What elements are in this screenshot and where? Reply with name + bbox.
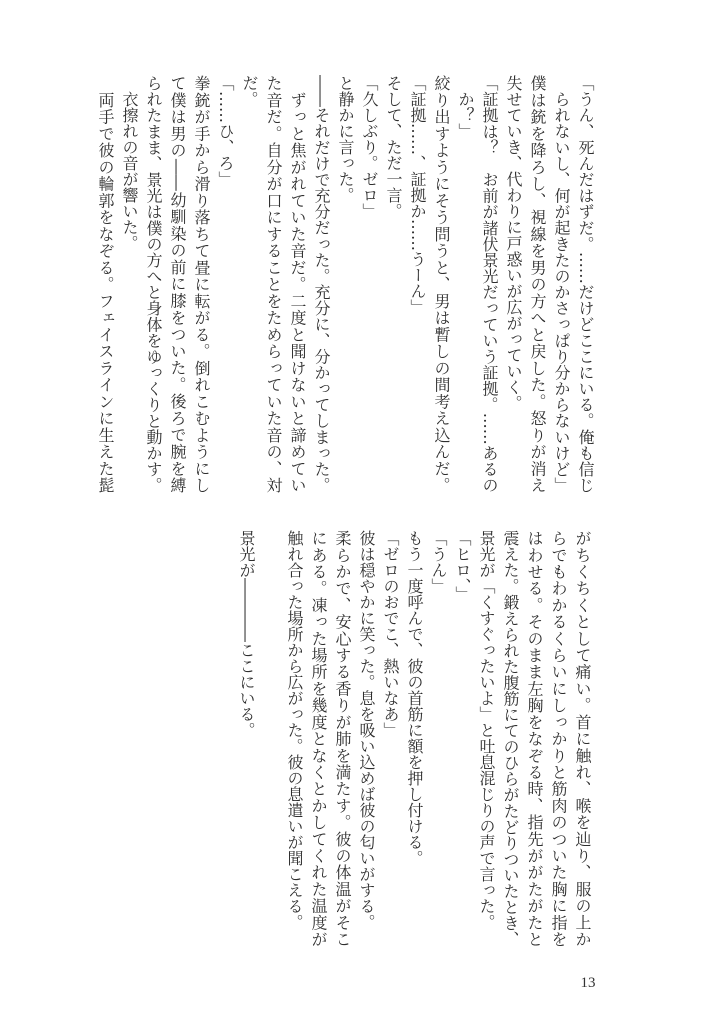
text-line: 触れ合った場所から広がった。彼の息遣いが聞こえる。 bbox=[285, 530, 304, 930]
text-line: らでもわかるくらいにしっかりと筋肉のついた胸に指を bbox=[549, 530, 568, 947]
text-line: られたまま、景光は僕の方へと身体をゆっくりと動かす。 bbox=[144, 75, 163, 493]
text-line: ずっと焦がれていた音だ。二度と聞けないと諦めてい bbox=[288, 75, 307, 493]
text-line: 「久しぶり。ゼロ」 bbox=[360, 75, 379, 219]
text-line: 「ヒロ、」 bbox=[453, 530, 472, 602]
text-line: か？」 bbox=[456, 91, 475, 139]
text-line: 「ゼロのおでこ、熱いなあ」 bbox=[381, 530, 400, 738]
text-line: 「……ひ、ろ」 bbox=[216, 75, 235, 187]
text-line: 「証拠は？ お前が諸伏景光だっていう証拠。……あるの bbox=[480, 75, 499, 493]
text-line: た音だ。自分が口にすることをためらっていた音の、対 bbox=[264, 75, 283, 493]
text-line: がちくちくとして痛い。首に触れ、喉を辿り、服の上か bbox=[573, 530, 592, 947]
upper-text-tier bbox=[93, 75, 597, 493]
text-line: はわせる。そのまま左胸をなぞる時、指先ががたがたと bbox=[525, 530, 544, 947]
page-number: 13 bbox=[580, 975, 596, 991]
text-line: 景光が――――ここにいる。 bbox=[237, 530, 256, 738]
text-line: もう一度呼んで、彼の首筋に額を押し付ける。 bbox=[405, 530, 424, 866]
text-line: 絞り出すようにそう問うと、男は暫しの間考え込んだ。 bbox=[432, 75, 451, 493]
text-line: 「うん、死んだはずだ。……だけどここにいる。俺も信じ bbox=[576, 75, 595, 493]
text-line: 「証拠……、証拠か……うーん」 bbox=[408, 75, 427, 315]
text-line: 震えた。鍛えられた腹筋にてのひらがたどりついたとき、 bbox=[501, 530, 520, 947]
blank-line bbox=[258, 530, 282, 947]
text-line: 彼は穏やかに笑った。息を吸い込めば彼の匂いがする。 bbox=[357, 530, 376, 930]
text-line: だ。 bbox=[240, 75, 259, 107]
text-line: て僕は男の――幼馴染の前に膝をついた。後ろで腕を縛 bbox=[168, 75, 187, 494]
text-line: と静かに言った。 bbox=[336, 75, 355, 203]
text-line: 失せていき、代わりに戸惑いが広がっていく。 bbox=[504, 75, 523, 411]
text-line: ――それだけで充分だった。充分に、分かってしまった。 bbox=[312, 75, 331, 493]
text-line: そして、ただ一言。 bbox=[384, 75, 403, 219]
text-line: 両手で彼の輪郭をなぞる。フェイスラインに生えた髭 bbox=[96, 75, 115, 493]
text-line: られないし、何が起きたのかさっぱり分からないけど」 bbox=[552, 91, 571, 493]
text-line: 僕は銃を降ろし、視線を男の方へと戻した。怒りが消え bbox=[528, 75, 547, 493]
text-line: 景光が「くすぐったいよ」と吐息混じりの声で言った。 bbox=[477, 530, 496, 930]
text-line: 拳銃が手から滑り落ちて畳に転がる。倒れこむようにし bbox=[192, 75, 211, 493]
lower-text-tier bbox=[234, 530, 594, 947]
text-line: 「うん」 bbox=[429, 530, 448, 594]
text-line: 柔らかで、安心する香りが肺を満たす。彼の体温がそこ bbox=[333, 530, 352, 947]
text-line: 衣擦れの音が響いた。 bbox=[120, 75, 139, 251]
text-line: にある。凍った場所を幾度となくとかしてくれた温度が bbox=[309, 530, 328, 947]
